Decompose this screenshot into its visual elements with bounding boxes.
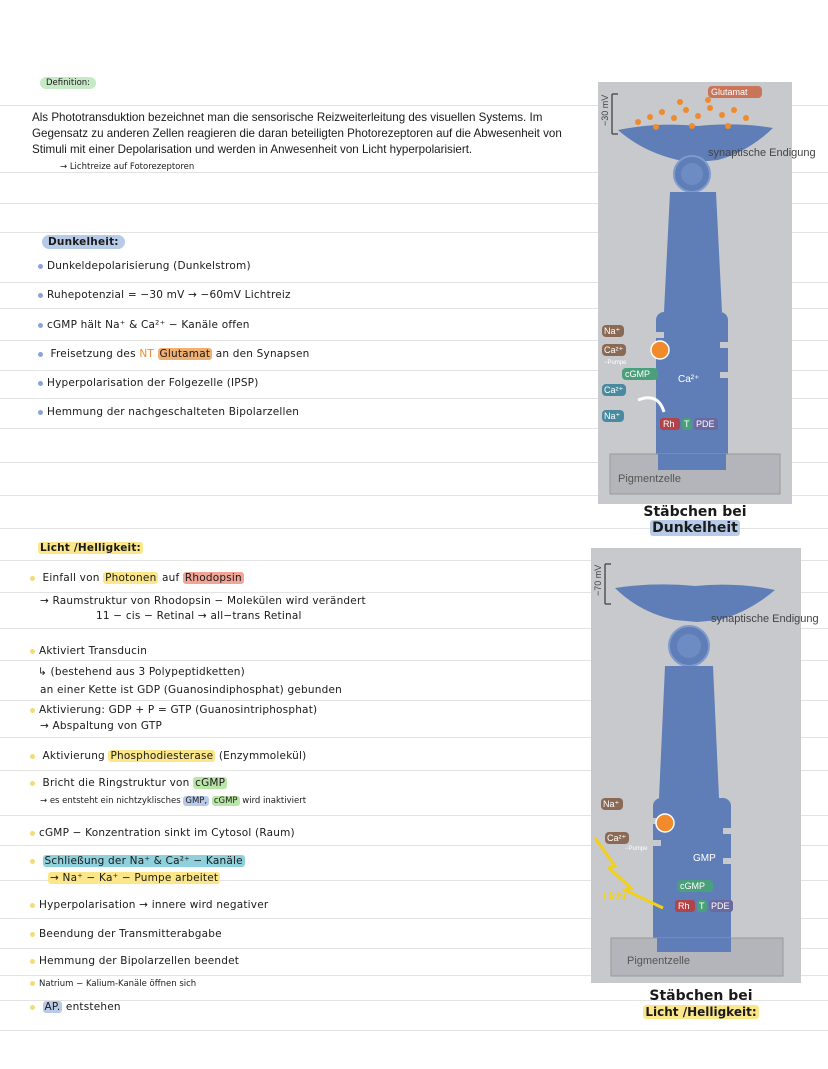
light-schliessung: Schließung der Na⁺ & Ca²⁺ − Kanäle (30, 855, 245, 867)
rod-light-ca: Ca²⁺ (607, 833, 627, 843)
dark-item-3: cGMP hält Na⁺ & Ca²⁺ − Kanäle offen (38, 319, 250, 331)
light-pumpe: → Na⁺ − Ka⁺ − Pumpe arbeitet (50, 872, 219, 884)
light-hyper: Hyperpolarisation → innere wird negativer (30, 899, 268, 911)
light-einfall: Einfall von Photonen auf Rhodopsin (30, 572, 244, 584)
rod-dark-na2: Na⁺ (604, 411, 621, 421)
rod-dark-cgmp: cGMP (625, 369, 651, 379)
rod-dark-diagram (598, 82, 816, 504)
rod-dark-pumpe: −Pumpe (604, 360, 627, 366)
dark-item-4: Hyperpolarisation der Folgezelle (IPSP) (38, 377, 259, 389)
rod-light-gmp: GMP (693, 853, 716, 864)
definition-note: → Lichtreize auf Fotorezeptoren (60, 162, 195, 172)
rod-light-figure (591, 548, 819, 983)
rod-dark-synapse-label: synaptische Endigung (708, 147, 816, 159)
rod-dark-ca1: Ca²⁺ (604, 345, 624, 355)
rod-light-synapse-label: synaptische Endigung (711, 613, 819, 625)
rod-light-rh: Rh (678, 901, 690, 911)
rod-dark-glutamat-label: Glutamat (711, 87, 748, 97)
light-ap: AP. entstehen (30, 1001, 121, 1013)
rod-light-licht: Licht (603, 891, 627, 903)
dark-item-release: Freisetzung des NT Glutamat an den Synapsen (38, 348, 309, 360)
rod-light-caption: Stäbchen bei Licht /Helligkeit: (645, 988, 757, 1019)
dark-item-5: Hemmung der nachgeschalteten Bipolarzellen (38, 406, 299, 418)
rod-dark-t: T (684, 419, 690, 429)
light-abspaltung: → Abspaltung von GTP (40, 720, 163, 732)
rod-light-pigment: Pigmentzelle (627, 955, 690, 967)
rod-light-t: T (699, 901, 705, 911)
rod-dark-na1: Na⁺ (604, 326, 621, 336)
light-hemmung: Hemmung der Bipolarzellen beendet (30, 955, 239, 967)
rod-dark-mv: −30 mV (600, 94, 610, 126)
dark-item-1: Dunkeldepolarisierung (Dunkelstrom) (38, 260, 251, 272)
rod-light-cgmp: cGMP (680, 881, 706, 891)
light-raum-1: → Raumstruktur von Rhodopsin − Molekülen wird verändert (40, 595, 366, 607)
light-beendigung: Beendung der Transmitterabgabe (30, 928, 222, 940)
rod-light-pde: PDE (711, 901, 730, 911)
light-entsteht: → es entsteht ein nichtzyklisches GMP, cGMP wird inaktiviert (40, 796, 307, 806)
light-pde: Aktivierung Phosphodiesterase (Enzymmolekül) (30, 750, 306, 762)
light-bestehend: ↳ (bestehend aus 3 Polypeptidketten) (38, 666, 245, 678)
rod-dark-pigment: Pigmentzelle (618, 473, 681, 485)
rod-light-mv: −70 mV (593, 564, 603, 596)
light-raum-2: 11 − cis − Retinal → all−trans Retinal (96, 610, 302, 622)
rod-light-diagram (591, 548, 819, 983)
light-aktivierung: Aktivierung: GDP + P = GTP (Guanosintriphosphat) (30, 704, 317, 716)
light-konz: cGMP − Konzentration sinkt im Cytosol (Raum) (30, 827, 295, 839)
light-aktiviert: Aktiviert Transducin (30, 645, 147, 657)
light-heading: Licht /Helligkeit: (40, 542, 141, 554)
rod-dark-ca-right: Ca²⁺ (678, 374, 700, 385)
light-kette: an einer Kette ist GDP (Guanosindiphosphat) gebunden (40, 684, 342, 696)
rod-dark-caption: Stäbchen bei Dunkelheit (643, 504, 747, 536)
dark-heading: Dunkelheit: (42, 236, 125, 248)
rod-dark-pde: PDE (696, 419, 715, 429)
rod-dark-rh: Rh (663, 419, 675, 429)
definition-text: Als Phototransduktion bezeichnet man die sensorische Reizweiterleitung des visuellen Systems. Im Gegensatz zu anderen Zellen reagieren die daran beteiligten Photorezeptoren auf die Abwesenheit von Stimuli mit einer Depolarisation und werden in Anwesenheit von Licht hyperpolarisiert. (32, 111, 562, 156)
dark-item-2: Ruhepotenzial = −30 mV → −60mV Lichtreiz (38, 289, 291, 301)
rod-dark-ca2: Ca²⁺ (604, 385, 624, 395)
light-natrium: Natrium − Kalium-Kanäle öffnen sich (30, 979, 196, 989)
rod-light-pumpe: −Pumpe (625, 846, 648, 852)
rod-dark-figure (598, 82, 816, 504)
definition-label: Definition: (40, 78, 96, 88)
rod-light-na: Na⁺ (603, 799, 620, 809)
light-bricht: Bricht die Ringstruktur von cGMP (30, 777, 227, 789)
